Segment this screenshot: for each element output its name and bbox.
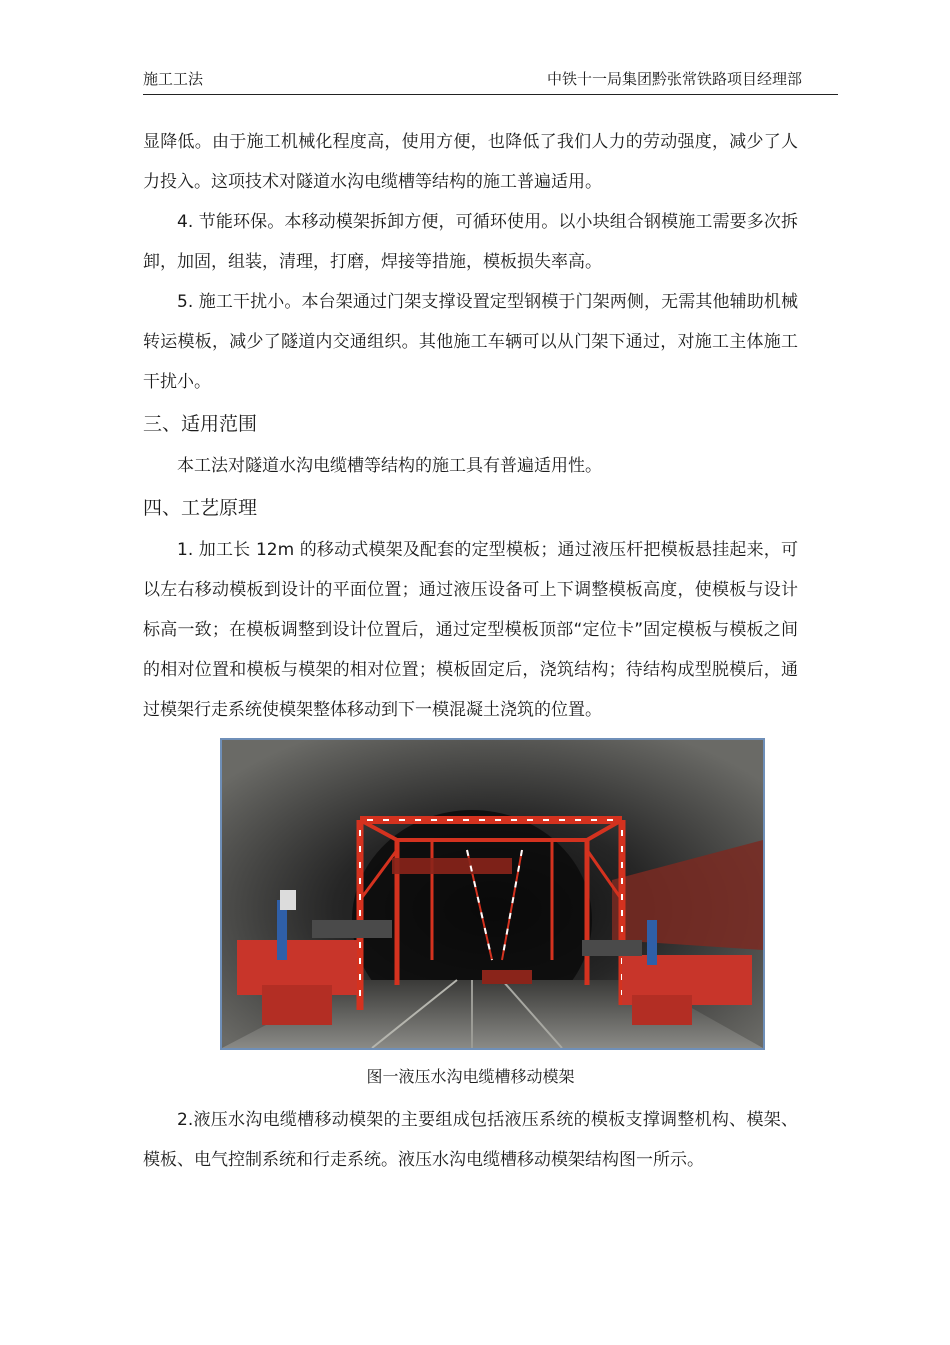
page-header	[143, 66, 838, 95]
paragraph-energy-saving: 4. 节能环保。本移动模架拆卸方便，可循环使用。以小块组合钢模施工需要多次拆卸，加固，组装，清理，打磨，焊接等措施，模板损失率高。	[143, 212, 798, 272]
tunnel-photo-illustration	[222, 740, 763, 1048]
paragraph-principle: 1. 加工长 12m 的移动式模架及配套的定型模板；通过液压杆把模板悬挂起来，可以左右移动模板到设计的平面位置；通过液压设备可上下调整模板高度，使模板与设计标高一致；在模板调整到设计位置后，通过定型模板顶部“定位卡”固定模板与模板之间的相对位置和模板与模架的相对位置；模板固定后，浇筑结构；待结构成型脱模后，通过模架行走系统使模架整体移动到下一模混凝土浇筑的位置。	[143, 540, 798, 720]
paragraph-scope: 本工法对隧道水沟电缆槽等结构的施工具有普遍适用性。	[177, 456, 602, 476]
paragraph-low-interference: 5. 施工干扰小。本台架通过门架支撑设置定型钢模于门架两侧，无需其他辅助机械转运模板，减少了隧道内交通组织。其他施工车辆可以从门架下通过，对施工主体施工干扰小。	[143, 292, 798, 392]
document-body	[143, 122, 798, 1180]
tunnel-formwork-photo	[220, 738, 765, 1050]
section-heading-principle: 四、工艺原理	[143, 497, 258, 519]
paragraph-continued: 显降低。由于施工机械化程度高，使用方便，也降低了我们人力的劳动强度，减少了人力投入。这项技术对隧道水沟电缆槽等结构的施工普遍适用。	[143, 132, 798, 192]
section-heading-scope: 三、适用范围	[143, 413, 258, 435]
header-left-title: 施工工法	[143, 70, 204, 88]
paragraph-components: 2.液压水沟电缆槽移动模架的主要组成包括液压系统的模板支撑调整机构、模架、模板、电气控制系统和行走系统。液压水沟电缆槽移动模架结构图一所示。	[143, 1110, 798, 1170]
header-right-title: 中铁十一局集团黔张常铁路项目经理部	[546, 70, 802, 88]
figure-caption: 图一液压水沟电缆槽移动模架	[366, 1067, 575, 1086]
